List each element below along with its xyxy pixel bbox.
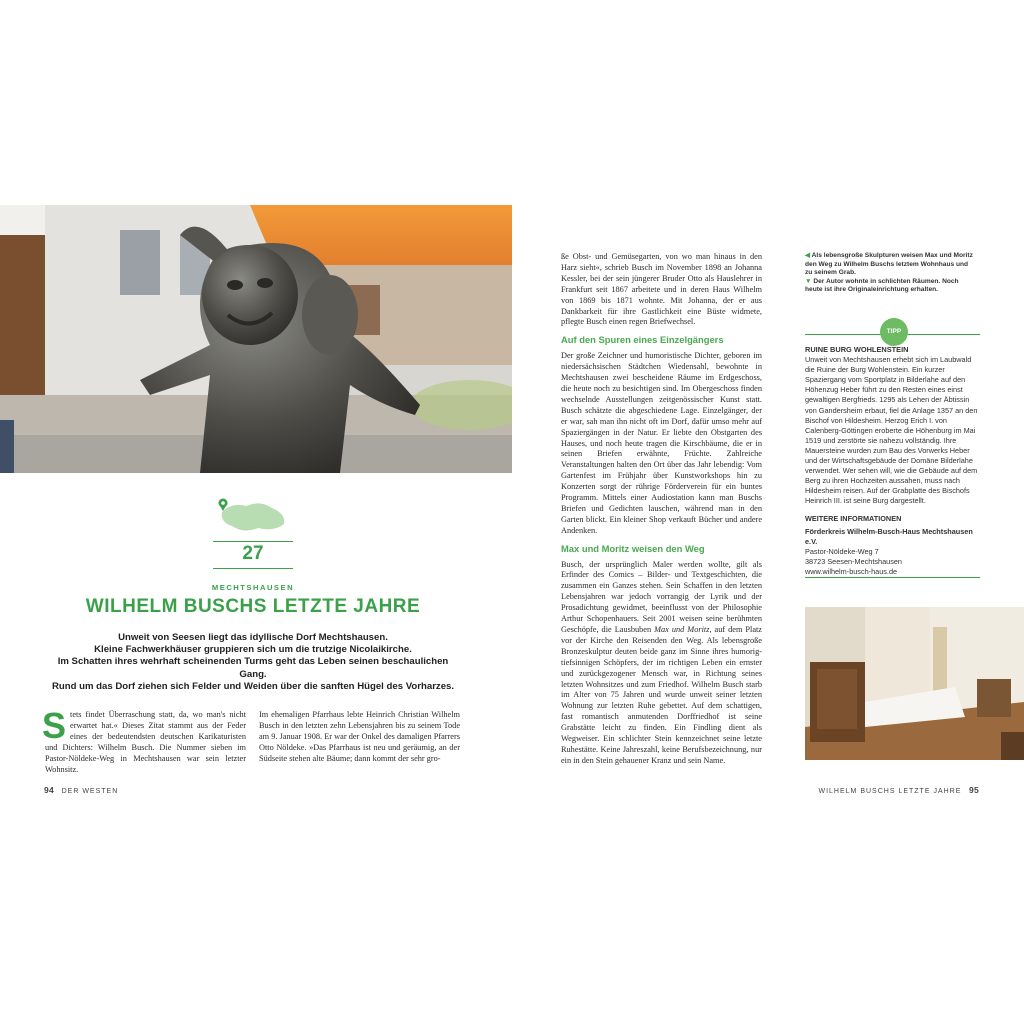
body-text: ße Obst- und Gemüsegarten, von wo man hinaus in den Harz sieht«, schrieb Busch im November 1898 an Johanna Kessler, bei der sein jüngerer Bruder Otto als Hauslehrer in Frankfurt seit 1867 arbeitete und in deren Haus Wilhelm von 1869 bis 1871 wohnte. Mit Johanna, der er aus Dankbarkeit für ihre Gastlichkeit eine Büste widmete, pflegte Busch einen regen Briefwechsel. [561,252,762,327]
left-folio [44,785,118,795]
chapter-number: 27 [242,543,264,564]
statue-photo-art [0,205,512,473]
lead-line: Im Schatten ihres wehrhaft scheinenden Turms geht das Leben seinen beschaulichen Gang. [57,656,449,680]
body-text: tets findet Überraschung statt, da, wo man's nicht erwartet hat.« Dieses Zitat stammt aus der Feder eines der bedeutendsten deutschen Karikaturisten und Dichters: Wilhelm Busch. Die Nummer sieben im Pastor-Nöldeke-Weg in Mechtshausen war sein letzter Wohnsitz. [45,710,246,774]
article-title: WILHELM BUSCHS LETZTE JAHRE [85,596,421,617]
lead-line: Unweit von Seesen liegt das idyllische Dorf Mechtshausen. [118,632,388,643]
tip-box [805,345,980,577]
location-label: MECHTSHAUSEN [211,583,295,592]
number-rule-bottom [213,568,293,569]
info-rule [805,577,980,578]
tip-badge: TIPP [880,318,908,346]
book-title: Max und Moritz [654,625,710,634]
lead-line: Rund um das Dorf ziehen sich Felder und Weiden über die sanften Hügel des Vorharzes. [51,680,455,692]
caption-text: Der Autor wohnte in schlichten Räumen. Noch heute ist ihre Originaleinrichtung erhalten. [805,277,959,293]
bedroom-photo-art [805,607,1024,760]
statue-photo [0,205,512,473]
caption-room [805,278,977,295]
info-org: Förderkreis Wilhelm-Busch-Haus Mechtshausen e.V. [805,526,973,546]
tip-text: Unweit von Mechtshausen erhebt sich im Laubwald die Ruine der Burg Wohlenstein. Ein kurzer Spaziergang vom Sportplatz in Bilderlahe auf den Höhenzug Heber führt zu den Resten eines einst gewaltigen Bergfrieds. 1295 als Lehen der Äbtissin von Gandersheim erbaut, fiel die Anlage 1357 an den Bischof von Hildesheim. Herzog Erich I. von Calenberg-Göttingen eroberte die Höhenburg im Mai 1519 und zerstörte sie nahezu vollständig. Ihre Mauersteine wurden zum Bau des Vorwerks Heber und der Wirtschaftsgebäude der Domäne Bilderlahe verwendet. Wer sehen will, wie die Gebäude auf dem Berg zu ihren Hochzeiten aussahen, muss nach Hildesheim reisen. Auf der Grabplatte des Bischofs Heinrich III. ist seine Burg dargestellt. [805,355,978,506]
dropcap: S [42,705,67,746]
running-head: WILHELM BUSCHS LETZTE JAHRE [818,788,962,795]
info-title: WEITERE INFORMATIONEN [805,513,902,523]
left-column-2 [259,710,460,765]
right-column-1 [561,252,762,767]
page-number: 94 [44,785,55,795]
caption-text: Als lebensgroße Skulpturen weisen Max und Moritz den Weg zu Wilhelm Buschs letztem Wohnhaus und zu seinem Grab. [805,252,973,276]
caption-statue [805,252,977,278]
body-text: Der große Zeichner und humoristische Dichter, geboren im niedersächsischen Städtchen Wiedensahl, bewohnte in Mechtshausen zwei bescheidene Räume im Erdgeschoss, die heute noch zu besichtigen sind. Im Obergeschoss finden wechselnde Ausstellungen zeitgenössischer Kunst statt. Busch schätzte die abgeschiedene Lage. Einzelgänger, der er war, sah man ihn nicht oft im Dorf, dafür umso mehr auf Spaziergängen in der Natur. Er liebte den Obstgarten des Hauses, und noch heute tragen die Kirschbäume, die er in seinen Briefen erwähnte, Früchte. Zahlreiche Veranstaltungen halten den Ort über das Jahr lebendig: Vom Gartenfest im Frühjahr über Kunstworkshops hin zu Konzerten sorgt der rührige Förderverein für ein buntes Programm. Mittels einer Audiostation kann man Buschs Briefen und Gedichten lauschen, während man in den Garten blickt. Ein kleiner Shop verkauft Bücher und andere Andenken. [561,351,762,535]
number-rule-top [213,541,293,542]
running-head: DER WESTEN [61,788,119,795]
right-folio [780,785,979,795]
info-street: Pastor-Nöldeke-Weg 7 [805,546,879,556]
info-city: 38723 Seesen-Mechtshausen [805,556,902,566]
tip-title: RUINE BURG WOHLENSTEIN [805,345,909,354]
arrow-down-icon: ▼ [805,277,812,285]
bedroom-photo [805,607,1024,760]
body-text-part: , auf dem Platz vor der Kirche den Reisenden den Weg. Als lebensgroße Bronzeskulptur deuten beide ganz im Sinne ihres humorig-tiefsinnigen Schöpfers, der im richtigen Leben ein ernster und zurückgezogener Mensch war, in Richtung seines letzten Wohnsitzes und zum Friedhof. Wilhelm Busch starb im Alter von 75 Jahren und wurde unweit seiner letzten Wohnung zur letzten Ruhe gebettet. Auf dem schattigen, fast romantisch anmutenden Dorffriedhof ist seine Grabstätte leicht zu finden. Ein Findling dient als Wegweiser. Ein schlichter Stein kennzeichnet seine letzte Ruhestätte. Keine Jahreszahl, keine Berufsbezeichnung, nur ein in den Stein gehauener Kranz und sein Name. [561,625,762,765]
lead-line: Kleine Fachwerkhäuser gruppieren sich um die trutzige Nicolaikirche. [94,644,412,656]
left-column-1 [42,705,246,775]
subheading-1: Auf den Spuren eines Einzelgängers [561,334,724,346]
body-text: Im ehemaligen Pfarrhaus lebte Heinrich Christian Wilhelm Busch in den letzten zehn Lebensjahren bis zu seinem Tode am 9. Januar 1908. Er war der Onkel des damaligen Pfarrers Otto Nöldeke. »Das Pfarrhaus ist neu und geräumig, an der Südseite stehen alte Bäume; dann kommt der sehr gro- [259,710,460,763]
arrow-left-icon: ◀ [805,252,811,259]
info-web: www.wilhelm-busch-haus.de [805,566,898,576]
lead-paragraph [50,632,456,693]
body-text [561,560,762,767]
body-text-part: Busch, der ursprünglich Maler werden wollte, gilt als Erfinder des Comics – Bilder- und Textgeschichten, die zusammen ein Ganzes stehen. Sein Schaffen in den letzten Lebensjahren war jedoch vorrangig der Lyrik und der Prosadichtung gewidmet, beeinflusst von der Philosophie Arthur Schopenhauers. Seit 2001 weisen seine berühmten Geschöpfe, die Lausbuben [561,559,762,634]
location-map-icon [214,494,290,536]
page-number: 95 [968,785,979,795]
subheading-2: Max und Moritz weisen den Weg [561,542,705,554]
photo-captions [805,252,977,295]
